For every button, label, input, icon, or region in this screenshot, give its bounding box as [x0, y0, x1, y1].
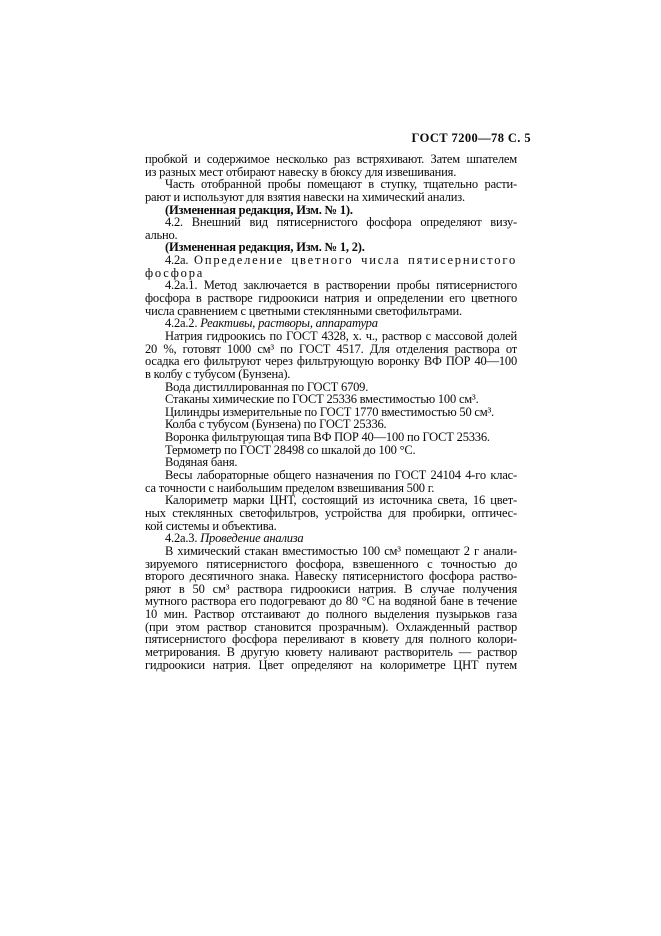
text-segment: 20 %, готовят 1000 см³ по ГОСТ 4517. Для отделения раствора от — [145, 341, 517, 356]
text-segment: Весы лабораторные общего назначения по ГОСТ 24104 4-го клас- — [165, 468, 517, 483]
text-segment: кой системы и объектива. — [145, 518, 277, 533]
text-segment: В химический стакан вместимостью 100 см³ помещают 2 г анали- — [165, 543, 517, 558]
text-segment: 4.2а.2. — [165, 316, 201, 331]
text-line — [145, 216, 517, 229]
text-segment: (при этом раствор становится прозрачным). Охлажденный раствор — [145, 619, 517, 634]
text-segment: пробкой и содержимое несколько раз встряхивают. Затем шпателем — [145, 152, 517, 166]
text-segment: Цилиндры измерительные по ГОСТ 1770 вместимостью 50 см³. — [165, 404, 494, 419]
text-segment: Стаканы химические по ГОСТ 25336 вместимостью 100 см³. — [165, 392, 479, 407]
text-segment: числа сравнением с цветными стеклянными светофильтрами. — [145, 303, 462, 318]
text-segment: пятисернистого фосфора переливают в кювету для полного колори- — [145, 632, 517, 647]
text-line — [145, 659, 517, 672]
text-segment: Часть отобранной пробы помещают в ступку, тщательно расти- — [165, 177, 517, 192]
text-segment: Калориметр марки ЦНТ, состоящий из источника света, 16 цвет- — [165, 493, 517, 508]
text-segment: Колба с тубусом (Бунзена) по ГОСТ 25336. — [165, 417, 387, 432]
text-segment: (Измененная редакция, Изм. № 1). — [165, 202, 353, 217]
page-header: ГОСТ 7200—78 С. 5 — [411, 131, 531, 145]
text-segment: 4.2а.3. — [165, 531, 201, 546]
text-segment: 4.2. Внешний вид пятисернистого фосфора определяют визу- — [165, 215, 517, 230]
text-segment: из разных мест отбирают навеску в бюксу для извешивания. — [145, 164, 457, 179]
text-segment: фосфора — [145, 265, 205, 280]
text-segment: 4.2а. — [165, 253, 195, 268]
text-segment: фосфора в растворе гидроокиси натрия и определении его цветного — [145, 291, 517, 306]
text-segment: метрирования. В другую кювету наливают растворитель — раствор — [145, 644, 517, 659]
text-segment: мутного раствора его подогревают до 80 °С на водяной бане в течение — [145, 594, 517, 609]
text-segment: Вода дистиллированная по ГОСТ 6709. — [165, 379, 369, 394]
text-segment: Термометр по ГОСТ 28498 со шкалой до 100 °С. — [165, 442, 416, 457]
text-segment: осадка его фильтруют через фильтрующую воронку ВФ ПОР 40—100 — [145, 354, 517, 369]
text-segment: 10 мин. Раствор отстаивают до полного выделения пузырьков газа — [145, 607, 517, 622]
text-segment: 4.2а.1. Метод заключается в растворении пробы пятисернистого — [165, 278, 517, 293]
text-segment: ряют в 50 см³ раствора гидроокиси натрия. В случае получения — [145, 581, 517, 596]
text-segment: ально. — [145, 227, 178, 242]
text-segment: са точности с наибольшим пределом взвешивания 500 г. — [145, 480, 435, 495]
text-segment: Определение цветного числа пятисернистого — [194, 253, 517, 268]
document-body — [145, 153, 517, 671]
text-segment: второго десятичного знака. Навеску пятисернистого фосфора раство- — [145, 569, 517, 584]
text-segment: Водяная баня. — [165, 455, 238, 470]
text-segment: Проведение анализа — [200, 531, 304, 546]
text-segment: Воронка фильтрующая типа ВФ ПОР 40—100 по ГОСТ 25336. — [165, 430, 490, 445]
text-segment: зируемого пятисернистого фосфора, взвешенного с точностью до — [145, 556, 517, 571]
text-segment: в колбу с тубусом (Бунзена). — [145, 366, 291, 381]
text-segment: Реактивы, растворы, аппаратура — [200, 316, 378, 331]
text-segment: рают и используют для взятия навески на химический анализ. — [145, 189, 465, 204]
text-segment: (Измененная редакция, Изм. № 1, 2). — [165, 240, 365, 255]
text-segment: ных стеклянных светофильтров, устройства для пробирки, оптичес- — [145, 505, 517, 520]
text-segment: гидроокиси натрия. Цвет определяют на колориметре ЦНТ путем — [145, 657, 517, 672]
text-segment: Натрия гидроокись по ГОСТ 4328, х. ч., раствор с массовой долей — [165, 328, 517, 343]
